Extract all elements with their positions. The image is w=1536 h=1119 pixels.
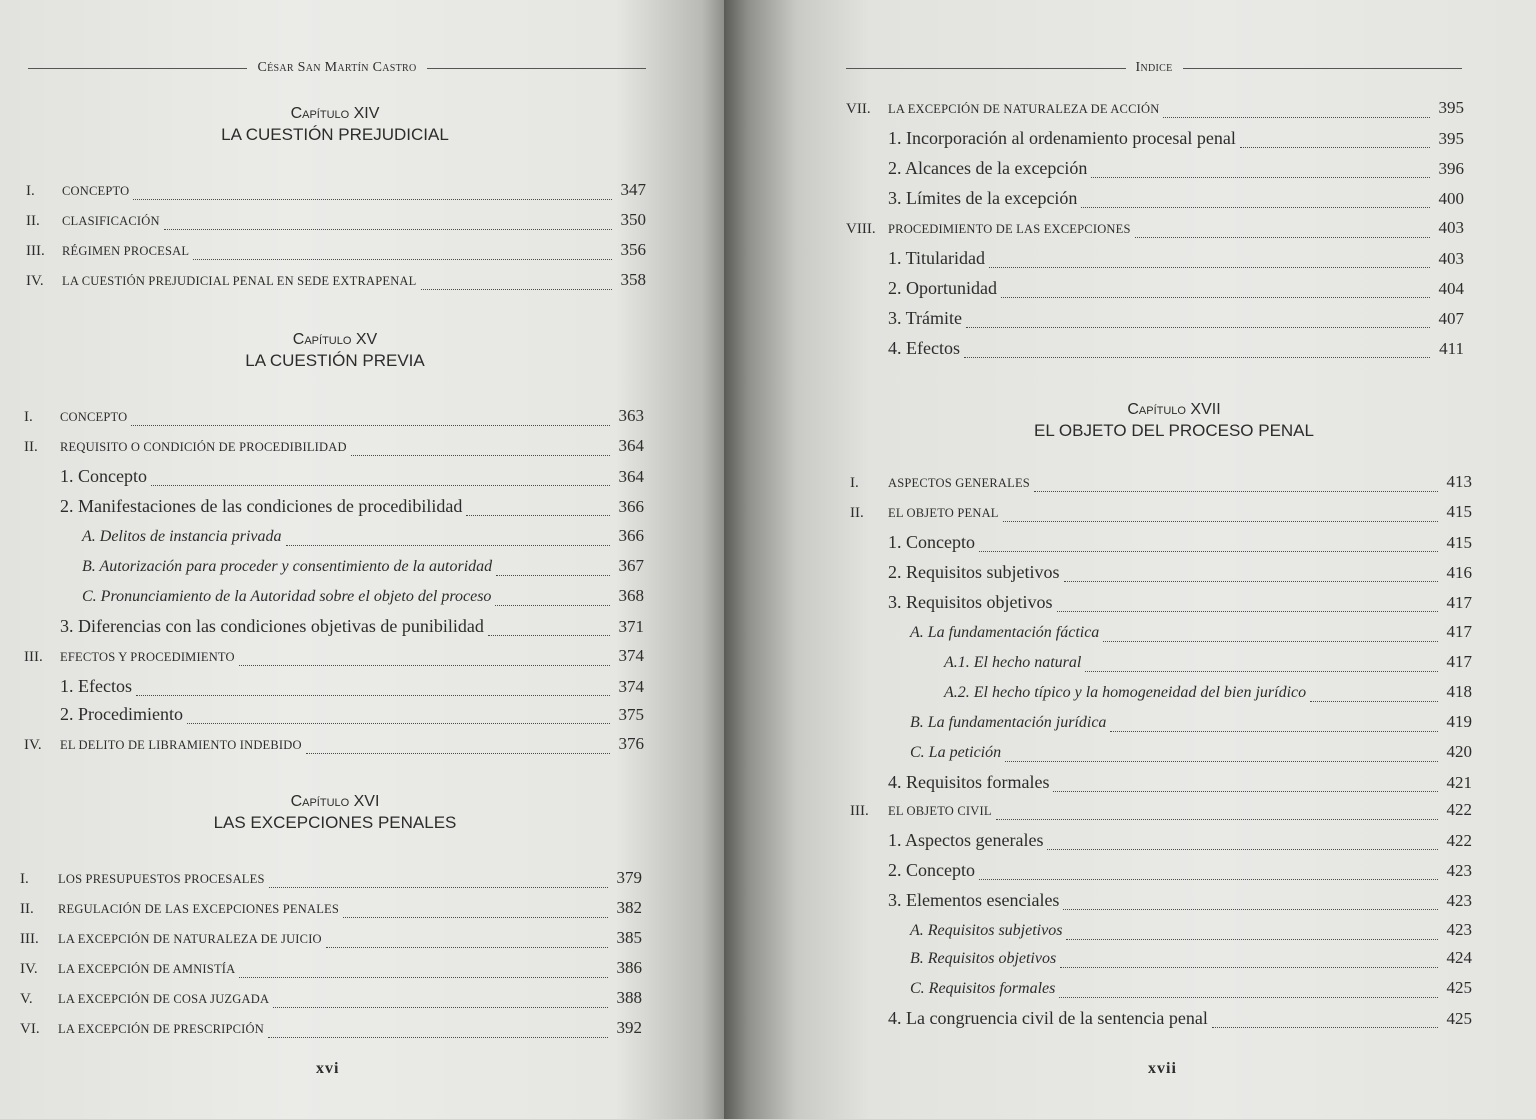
header-rule [1183, 68, 1463, 69]
dot-leader [1085, 671, 1438, 672]
toc-entry [20, 868, 642, 892]
dot-leader [286, 545, 610, 546]
dot-leader [239, 665, 610, 666]
toc-entry [24, 734, 644, 758]
dot-leader [996, 819, 1438, 820]
dot-leader [1005, 761, 1438, 762]
toc-entry [850, 742, 1472, 766]
toc-entry-title: C. La petición [910, 744, 1002, 761]
dot-leader [1059, 997, 1438, 998]
toc-entry [850, 860, 1472, 884]
dot-leader [1003, 521, 1438, 522]
toc-entry [846, 188, 1464, 212]
dot-leader [1091, 177, 1430, 178]
toc-entry-number: IV. [20, 961, 38, 977]
toc-entry-title: 2. Procedimiento [60, 704, 183, 724]
toc-entry-page: 386 [616, 958, 642, 977]
toc-entry-page: 363 [618, 406, 644, 425]
dot-leader [1064, 581, 1438, 582]
toc-entry-title: LA EXCEPCIÓN DE AMNISTÍA [58, 962, 236, 976]
toc-entry-title: LA EXCEPCIÓN DE NATURALEZA DE JUICIO [58, 932, 322, 946]
toc-entry-page: 395 [1438, 98, 1464, 117]
dot-leader [151, 485, 610, 486]
toc-entry-page: 368 [618, 586, 644, 605]
dot-leader [466, 515, 610, 516]
toc-entry-title: CLASIFICACIÓN [62, 214, 160, 228]
toc-entry-title: LA CUESTIÓN PREJUDICIAL PENAL EN SEDE EXTRAPENAL [62, 274, 417, 288]
toc-entry-number: I. [850, 475, 859, 491]
toc-entry-title: 3. Elementos esenciales [888, 890, 1060, 910]
toc-entry-number: VIII. [846, 221, 876, 237]
toc-entry-title: 4. Requisitos formales [888, 772, 1050, 792]
toc-entry [850, 1008, 1472, 1032]
toc-entry [850, 592, 1472, 616]
toc-entry [846, 158, 1464, 182]
chapter-heading [180, 792, 490, 834]
toc-entry-number: IV. [26, 273, 44, 289]
running-head [28, 58, 646, 78]
toc-entry [850, 652, 1472, 676]
chapter-title: LA CUESTIÓN PREJUDICIAL [221, 125, 449, 144]
toc-entry-title: 3. Límites de la excepción [888, 188, 1078, 208]
toc-entry-page: 411 [1439, 339, 1464, 358]
toc-entry-title: 1. Concepto [888, 532, 975, 552]
dot-leader [989, 267, 1430, 268]
dot-leader [1001, 297, 1430, 298]
toc-entry [850, 532, 1472, 556]
toc-entry [24, 406, 644, 430]
dot-leader [1034, 491, 1438, 492]
toc-entry [24, 646, 644, 670]
toc-entry-page: 413 [1446, 472, 1472, 491]
dot-leader [1310, 701, 1438, 702]
toc-entry-page: 421 [1446, 773, 1472, 792]
toc-entry-page: 403 [1438, 218, 1464, 237]
toc-entry-page: 425 [1446, 1009, 1472, 1028]
chapter-label: Capítulo XIV [290, 105, 380, 122]
toc-entry-page: 422 [1446, 831, 1472, 850]
toc-entry-title: REQUISITO O CONDICIÓN DE PROCEDIBILIDAD [60, 440, 347, 454]
toc-entry-number: II. [26, 213, 40, 229]
toc-entry [850, 978, 1472, 1002]
toc-entry [24, 616, 644, 640]
toc-entry-title: EL DELITO DE LIBRAMIENTO INDEBIDO [60, 738, 302, 752]
toc-entry-title: LA EXCEPCIÓN DE COSA JUZGADA [58, 992, 270, 1006]
dot-leader [496, 575, 610, 576]
toc-entry-title: C. Requisitos formales [910, 980, 1056, 997]
toc-entry [850, 830, 1472, 854]
chapter-label: Capítulo XVII [1127, 401, 1221, 418]
dot-leader [1110, 731, 1438, 732]
dot-leader [136, 695, 610, 696]
header-rule [846, 68, 1126, 69]
toc-entry-page: 423 [1446, 920, 1472, 939]
chapter-title: LA CUESTIÓN PREVIA [245, 351, 425, 370]
header-rule [427, 68, 646, 69]
page-number: xvii [1148, 1060, 1177, 1077]
dot-leader [239, 977, 608, 978]
dot-leader [164, 229, 612, 230]
toc-entry-title: 4. La congruencia civil de la sentencia penal [888, 1008, 1208, 1028]
toc-entry-title: PROCEDIMIENTO DE LAS EXCEPCIONES [888, 222, 1131, 236]
dot-leader [269, 887, 608, 888]
left-page [0, 0, 724, 1119]
dot-leader [326, 947, 608, 948]
toc-entry [846, 98, 1464, 122]
toc-entry [850, 622, 1472, 646]
toc-entry-number: VII. [846, 101, 871, 117]
toc-entry-page: 364 [618, 467, 644, 486]
dot-leader [966, 327, 1430, 328]
toc-entry-title: 1. Titularidad [888, 248, 986, 268]
toc-entry [850, 682, 1472, 706]
dot-leader [351, 455, 610, 456]
dot-leader [1212, 1027, 1438, 1028]
toc-entry-title: EL OBJETO CIVIL [888, 804, 992, 818]
toc-entry [846, 248, 1464, 272]
toc-entry-title: EFECTOS Y PROCEDIMIENTO [60, 650, 235, 664]
toc-entry-title: A.1. El hecho natural [944, 654, 1082, 671]
toc-entry-page: 420 [1446, 742, 1472, 761]
toc-entry-title: 1. Incorporación al ordenamiento procesal penal [888, 128, 1236, 148]
toc-entry [850, 920, 1472, 944]
toc-entry [846, 278, 1464, 302]
toc-entry-title: 2. Requisitos subjetivos [888, 562, 1060, 582]
toc-entry-page: 425 [1446, 978, 1472, 997]
toc-entry-number: II. [24, 439, 38, 455]
toc-entry-page: 382 [616, 898, 642, 917]
toc-entry [24, 526, 644, 550]
toc-entry-page: 388 [616, 988, 642, 1007]
toc-entry-number: VI. [20, 1021, 40, 1037]
toc-entry-page: 350 [620, 210, 646, 229]
dot-leader [1103, 641, 1438, 642]
toc-entry-page: 423 [1446, 861, 1472, 880]
dot-leader [488, 635, 610, 636]
chapter-heading [180, 104, 490, 146]
toc-entry-page: 403 [1438, 249, 1464, 268]
toc-entry-page: 366 [618, 526, 644, 545]
toc-entry-page: 358 [620, 270, 646, 289]
toc-entry-title: A. Delitos de instancia privada [82, 528, 282, 545]
toc-entry-page: 385 [616, 928, 642, 947]
toc-entry-page: 367 [618, 556, 644, 575]
toc-entry [26, 240, 646, 264]
dot-leader [131, 425, 610, 426]
running-head-text: Indice [1135, 60, 1173, 75]
toc-entry [24, 676, 644, 700]
toc-entry-page: 419 [1446, 712, 1472, 731]
toc-entry-page: 417 [1446, 622, 1472, 641]
toc-entry-title: LOS PRESUPUESTOS PROCESALES [58, 872, 265, 886]
toc-entry-page: 364 [618, 436, 644, 455]
toc-entry [24, 466, 644, 490]
toc-entry-page: 356 [620, 240, 646, 259]
toc-entry [850, 712, 1472, 736]
toc-entry-number: II. [20, 901, 34, 917]
toc-entry-page: 379 [616, 868, 642, 887]
toc-entry [850, 890, 1472, 914]
toc-entry-page: 374 [618, 677, 644, 696]
toc-entry-number: I. [26, 183, 35, 199]
dot-leader [133, 199, 612, 200]
toc-entry-page: 347 [620, 180, 646, 199]
dot-leader [1053, 791, 1438, 792]
toc-entry [850, 472, 1472, 496]
dot-leader [1057, 611, 1438, 612]
dot-leader [187, 723, 610, 724]
toc-entry [20, 1018, 642, 1042]
toc-entry-title: 1. Efectos [60, 676, 132, 696]
toc-entry-number: I. [20, 871, 29, 887]
toc-entry-title: 2. Manifestaciones de las condiciones de procedibilidad [60, 496, 463, 516]
dot-leader [979, 879, 1438, 880]
toc-entry-page: 404 [1438, 279, 1464, 298]
toc-entry-page: 374 [618, 646, 644, 665]
toc-entry [20, 988, 642, 1012]
toc-entry [26, 180, 646, 204]
toc-entry-title: LA EXCEPCIÓN DE PRESCRIPCIÓN [58, 1022, 264, 1036]
toc-entry-page: 415 [1446, 502, 1472, 521]
toc-entry-title: A. La fundamentación fáctica [910, 624, 1100, 641]
toc-entry [850, 948, 1472, 972]
toc-entry [850, 562, 1472, 586]
dot-leader [1060, 967, 1438, 968]
toc-entry-title: B. La fundamentación jurídica [910, 714, 1107, 731]
toc-entry-title: RÉGIMEN PROCESAL [62, 244, 190, 258]
toc-entry-title: 3. Requisitos objetivos [888, 592, 1053, 612]
toc-entry [24, 586, 644, 610]
toc-entry-page: 407 [1438, 309, 1464, 328]
toc-entry-title: 1. Concepto [60, 466, 147, 486]
toc-entry-title: A. Requisitos subjetivos [910, 922, 1063, 939]
dot-leader [273, 1007, 608, 1008]
chapter-title: LAS EXCEPCIONES PENALES [213, 813, 457, 832]
toc-entry-number: III. [850, 803, 869, 819]
toc-entry-page: 417 [1446, 593, 1472, 612]
right-page [724, 0, 1536, 1119]
toc-entry [846, 128, 1464, 152]
toc-entry-page: 371 [618, 617, 644, 636]
toc-entry-page: 395 [1438, 129, 1464, 148]
toc-entry-page: 376 [618, 734, 644, 753]
chapter-label: Capítulo XVI [290, 793, 380, 810]
dot-leader [1063, 909, 1438, 910]
toc-entry-title: 2. Alcances de la excepción [888, 158, 1088, 178]
toc-entry [846, 218, 1464, 242]
toc-entry [846, 308, 1464, 332]
toc-entry-page: 416 [1446, 563, 1472, 582]
toc-entry [850, 772, 1472, 796]
toc-entry-page: 375 [618, 705, 644, 724]
toc-entry-page: 400 [1438, 189, 1464, 208]
chapter-label: Capítulo XV [292, 331, 378, 348]
toc-entry [24, 556, 644, 580]
toc-entry-title: REGULACIÓN DE LAS EXCEPCIONES PENALES [58, 902, 340, 916]
toc-entry [24, 496, 644, 520]
chapter-title: EL OBJETO DEL PROCESO PENAL [1034, 421, 1314, 440]
toc-entry-page: 392 [616, 1018, 642, 1037]
page-number: xvi [316, 1060, 340, 1077]
toc-entry-number: V. [20, 991, 33, 1007]
toc-entry [24, 436, 644, 460]
toc-entry-page: 422 [1446, 800, 1472, 819]
running-head-text: César San Martín Castro [257, 60, 417, 75]
toc-entry-number: II. [850, 505, 864, 521]
toc-entry-title: CONCEPTO [60, 410, 128, 424]
toc-entry-title: CONCEPTO [62, 184, 130, 198]
toc-entry [850, 800, 1472, 824]
toc-entry [24, 704, 644, 728]
toc-entry-title: A.2. El hecho típico y la homogeneidad del bien jurídico [944, 684, 1307, 701]
toc-entry-title: LA EXCEPCIÓN DE NATURALEZA DE ACCIÓN [888, 102, 1160, 116]
toc-entry-page: 417 [1446, 652, 1472, 671]
toc-entry-number: III. [20, 931, 39, 947]
dot-leader [1066, 939, 1438, 940]
chapter-heading [180, 330, 490, 372]
dot-leader [979, 551, 1438, 552]
dot-leader [1135, 237, 1430, 238]
toc-entry-number: IV. [24, 737, 42, 753]
toc-entry [20, 928, 642, 952]
toc-entry [20, 958, 642, 982]
dot-leader [306, 753, 610, 754]
toc-entry [26, 270, 646, 294]
dot-leader [1163, 117, 1430, 118]
toc-entry-title: 3. Diferencias con las condiciones objetivas de punibilidad [60, 616, 484, 636]
toc-entry-page: 396 [1438, 159, 1464, 178]
toc-entry [850, 502, 1472, 526]
dot-leader [343, 917, 608, 918]
chapter-heading [984, 400, 1364, 442]
toc-entry-page: 423 [1446, 891, 1472, 910]
toc-entry-title: C. Pronunciamiento de la Autoridad sobre el objeto del proceso [82, 588, 492, 605]
toc-entry [26, 210, 646, 234]
toc-entry-title: 3. Trámite [888, 308, 963, 328]
toc-entry-title: 1. Aspectos generales [888, 830, 1044, 850]
dot-leader [1081, 207, 1430, 208]
toc-entry-number: I. [24, 409, 33, 425]
dot-leader [495, 605, 610, 606]
toc-entry-page: 424 [1446, 948, 1472, 967]
toc-entry-title: ASPECTOS GENERALES [888, 476, 1030, 490]
toc-entry-page: 366 [618, 497, 644, 516]
dot-leader [268, 1037, 608, 1038]
toc-entry-title: 2. Concepto [888, 860, 975, 880]
dot-leader [1240, 147, 1430, 148]
toc-entry-page: 418 [1446, 682, 1472, 701]
dot-leader [421, 289, 613, 290]
dot-leader [1047, 849, 1438, 850]
toc-entry [20, 898, 642, 922]
toc-entry-number: III. [24, 649, 43, 665]
toc-entry-title: EL OBJETO PENAL [888, 506, 999, 520]
toc-entry-number: III. [26, 243, 45, 259]
dot-leader [193, 259, 612, 260]
toc-entry-title: B. Autorización para proceder y consentimiento de la autoridad [82, 558, 493, 575]
dot-leader [964, 357, 1430, 358]
header-rule [28, 68, 247, 69]
toc-entry-page: 415 [1446, 533, 1472, 552]
toc-entry-title: 4. Efectos [888, 338, 960, 358]
running-head [846, 58, 1462, 78]
toc-entry-title: B. Requisitos objetivos [910, 950, 1057, 967]
toc-entry [846, 338, 1464, 362]
toc-entry-title: 2. Oportunidad [888, 278, 997, 298]
